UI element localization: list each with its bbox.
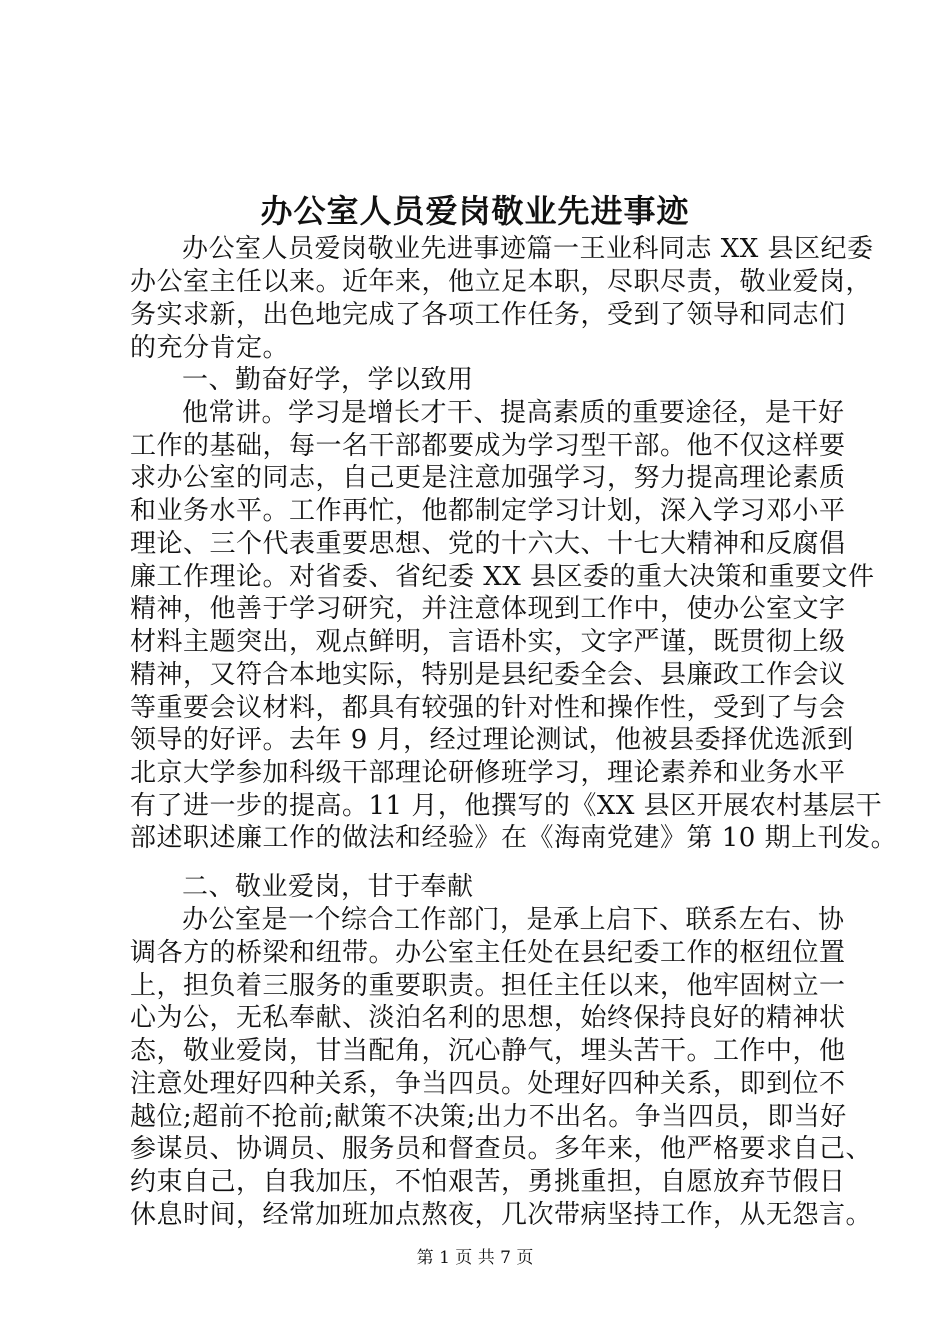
paragraph-line: 有了进一步的提高。11 月，他撰写的《XX 县区开展农村基层干: [130, 791, 883, 821]
paragraph-line: 理论、三个代表重要思想、党的十六大、十七大精神和反腐倡: [130, 529, 846, 559]
paragraph-line: 材料主题突出，观点鲜明，言语朴实，文字严谨，既贯彻上级: [130, 627, 846, 657]
section-heading: 二、敬业爱岗，甘于奉献: [182, 872, 474, 902]
paragraph-line: 办公室主任以来。近年来，他立足本职，尽职尽责，敬业爱岗，: [130, 267, 873, 297]
paragraph-line: 约束自己，自我加压，不怕艰苦，勇挑重担，自愿放弃节假日: [130, 1167, 846, 1197]
paragraph-line: 的充分肯定。: [130, 333, 290, 363]
paragraph-line: 办公室是一个综合工作部门，是承上启下、联系左右、协: [182, 905, 845, 935]
paragraph-line: 注意处理好四种关系，争当四员。处理好四种关系，即到位不: [130, 1069, 846, 1099]
page-footer: 第 1 页 共 7 页: [416, 1248, 534, 1268]
paragraph-line: 北京大学参加科级干部理论研修班学习，理论素养和业务水平: [130, 758, 846, 788]
paragraph-line: 参谋员、协调员、服务员和督查员。多年来，他严格要求自己、: [130, 1134, 873, 1164]
paragraph-line: 休息时间，经常加班加点熬夜，几次带病坚持工作，从无怨言。: [130, 1200, 873, 1230]
paragraph-line: 越位;超前不抢前;献策不决策;出力不出名。争当四员，即当好: [130, 1102, 847, 1132]
paragraph-line: 精神，他善于学习研究，并注意体现到工作中，使办公室文字: [130, 594, 846, 624]
paragraph-line: 上，担负着三服务的重要职责。担任主任以来，他牢固树立一: [130, 971, 846, 1001]
document-title: 办公室人员爱岗敬业先进事迹: [260, 192, 690, 230]
paragraph-line: 领导的好评。去年 9 月，经过理论测试，他被县委择优选派到: [130, 725, 854, 755]
paragraph-line: 态，敬业爱岗，甘当配角，沉心静气，埋头苦干。工作中，他: [130, 1036, 846, 1066]
paragraph-line: 部述职述廉工作的做法和经验》在《海南党建》第 10 期上刊发。: [130, 823, 898, 853]
paragraph-line: 工作的基础，每一名干部都要成为学习型干部。他不仅这样要: [130, 431, 846, 461]
paragraph-line: 和业务水平。工作再忙，他都制定学习计划，深入学习邓小平: [130, 496, 846, 526]
paragraph-line: 办公室人员爱岗敬业先进事迹篇一王业科同志 XX 县区纪委: [182, 234, 874, 264]
paragraph-line: 调各方的桥梁和纽带。办公室主任处在县纪委工作的枢纽位置: [130, 938, 846, 968]
paragraph-line: 他常讲。学习是增长才干、提高素质的重要途径，是干好: [182, 398, 845, 428]
paragraph-line: 廉工作理论。对省委、省纪委 XX 县区委的重大决策和重要文件: [130, 562, 875, 592]
paragraph-line: 求办公室的同志，自己更是注意加强学习，努力提高理论素质: [130, 463, 846, 493]
paragraph-line: 精神，又符合本地实际，特别是县纪委全会、县廉政工作会议: [130, 660, 846, 690]
section-heading: 一、勤奋好学，学以致用: [182, 365, 474, 395]
paragraph-line: 心为公，无私奉献、淡泊名利的思想，始终保持良好的精神状: [130, 1003, 846, 1033]
paragraph-line: 务实求新，出色地完成了各项工作任务，受到了领导和同志们: [130, 300, 846, 330]
paragraph-line: 等重要会议材料，都具有较强的针对性和操作性，受到了与会: [130, 693, 846, 723]
